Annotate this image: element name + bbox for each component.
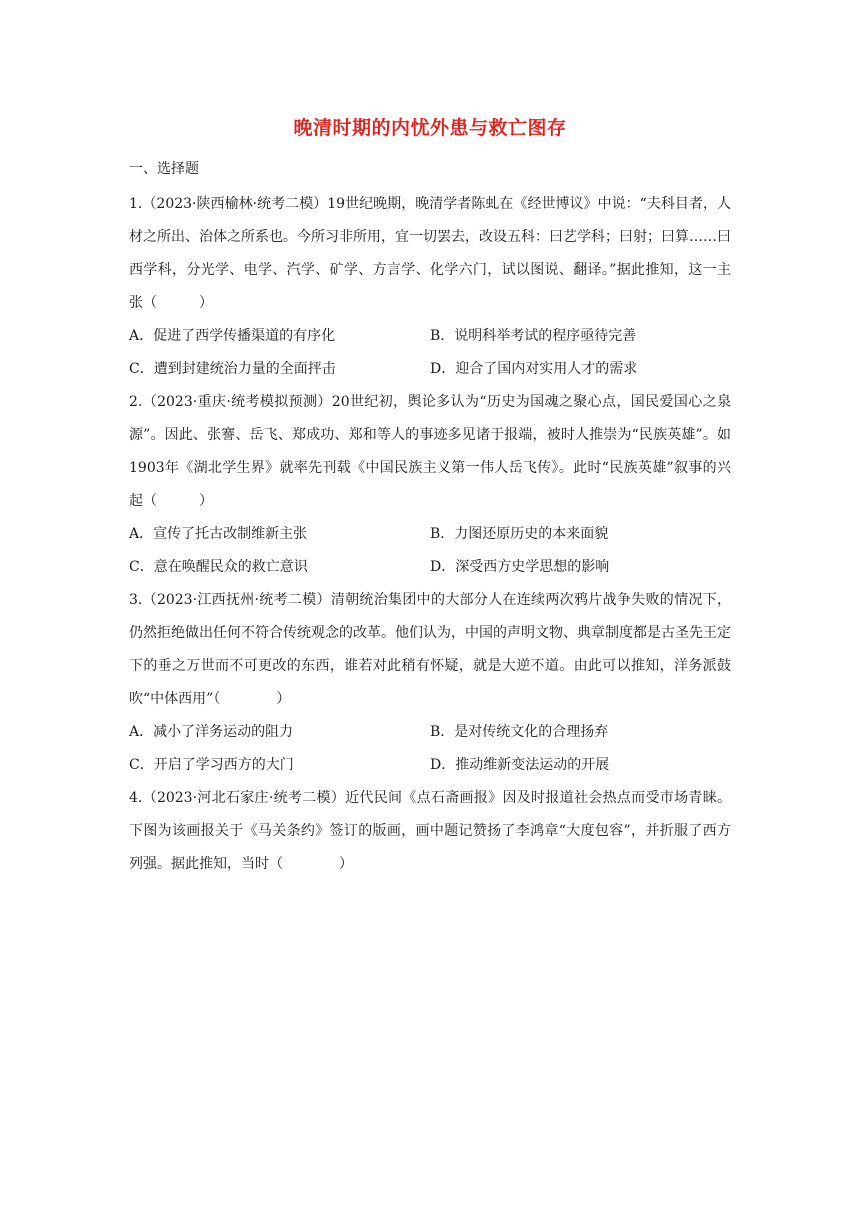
option-b: B．是对传统文化的合理扬弃 xyxy=(430,724,609,740)
question-4 xyxy=(129,782,731,881)
option-a: A．促进了西学传播渠道的有序化 xyxy=(129,328,336,344)
option-d: D．深受西方史学思想的影响 xyxy=(430,559,610,575)
question-1 xyxy=(129,188,731,386)
question-options xyxy=(129,716,731,782)
option-c: C．开启了学习西方的大门 xyxy=(129,757,294,773)
question-stem: 4.（2023·河北石家庄·统考二模）近代民间《点石斋画报》因及时报道社会热点而受市场青睐。下图为该画报关于《马关条约》签订的版画，画中题记赞扬了李鸿章“大度包容”，并折服了西方列强。据此推知，当时（ ） xyxy=(129,790,731,872)
option-d: D．迎合了国内对实用人才的需求 xyxy=(430,361,638,377)
document-title: 晚清时期的内忧外患与救亡图存 xyxy=(293,117,567,139)
option-c: C．意在唤醒民众的救亡意识 xyxy=(129,559,308,575)
option-a: A．减小了洋务运动的阻力 xyxy=(129,724,294,740)
question-options xyxy=(129,320,731,386)
question-list xyxy=(129,188,731,881)
question-options xyxy=(129,518,731,584)
option-b: B．说明科举考试的程序亟待完善 xyxy=(430,328,637,344)
option-c: C．遭到封建统治力量的全面抨击 xyxy=(129,361,336,377)
question-stem: 1.（2023·陕西榆林·统考二模）19世纪晚期，晚清学者陈虬在《经世博议》中说：“夫科目者，人材之所出、治体之所系也。今所习非所用，宜一切罢去，改设五科：曰艺学科；曰射；曰算……曰西学科，分光学、电学、汽学、矿学、方言学、化学六门，试以图说、翻译。”据此推知，这一主张（ ） xyxy=(129,196,731,311)
option-d: D．推动维新变法运动的开展 xyxy=(430,757,610,773)
option-b: B．力图还原历史的本来面貌 xyxy=(430,526,609,542)
question-stem: 3.（2023·江西抚州·统考二模）清朝统治集团中的大部分人在连续两次鸦片战争失败的情况下，仍然拒绝做出任何不符合传统观念的改革。他们认为，中国的声明文物、典章制度都是古圣先王定下的垂之万世而不可更改的东西，谁若对此稍有怀疑，就是大逆不道。由此可以推知，洋务派鼓吹“中体西用”（ ） xyxy=(129,592,731,707)
question-3 xyxy=(129,584,731,782)
question-2 xyxy=(129,386,731,584)
option-a: A．宣传了托古改制维新主张 xyxy=(129,526,308,542)
section-heading: 一、选择题 xyxy=(129,161,199,177)
question-stem: 2.（2023·重庆·统考模拟预测）20世纪初，舆论多认为“历史为国魂之聚心点，国民爱国心之泉源”。因此、张謇、岳飞、郑成功、郑和等人的事迹多见诸于报端，被时人推崇为“民族英雄”。如1903年《湖北学生界》就率先刊载《中国民族主义第一伟人岳飞传》。此时“民族英雄”叙事的兴起（ ） xyxy=(129,394,731,509)
